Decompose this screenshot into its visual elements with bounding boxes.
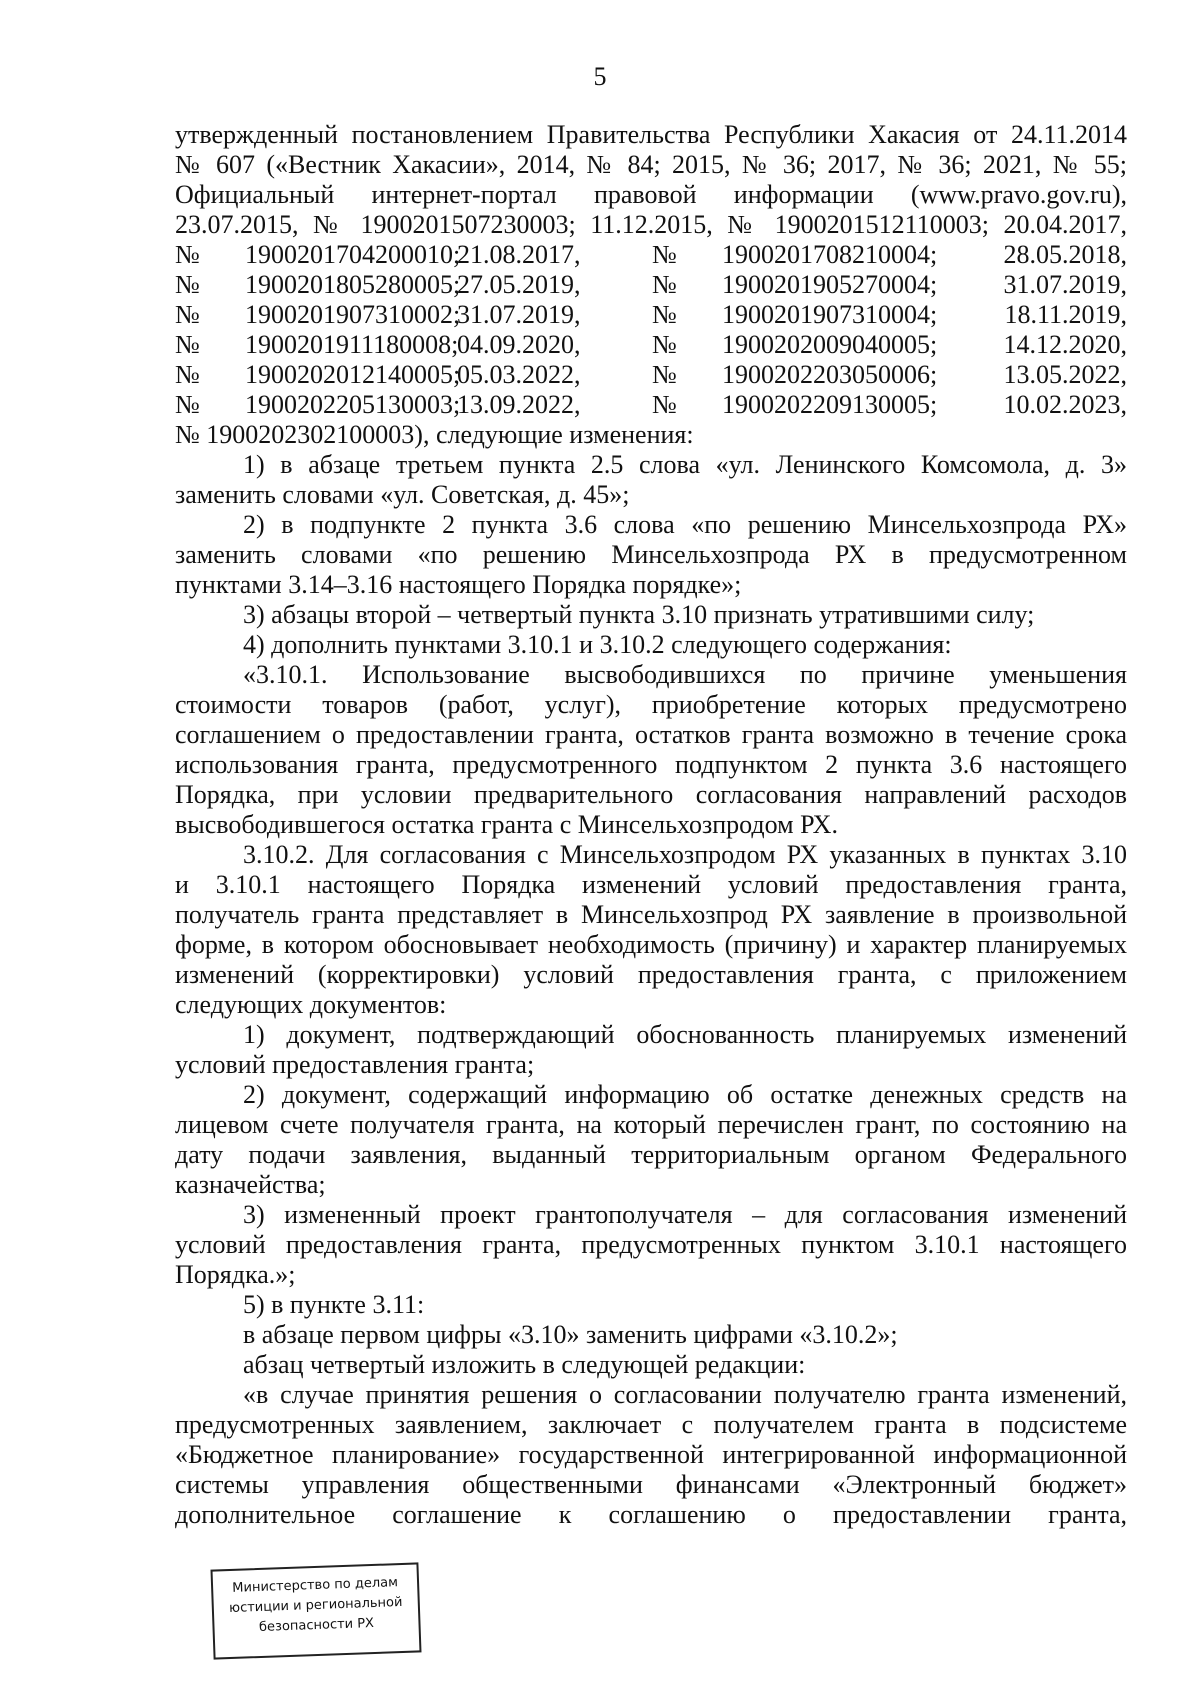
- publication-cell: №: [652, 300, 677, 329]
- text-line: 3) измененный проект грантополучателя – для согласования изменений: [243, 1200, 1127, 1229]
- publication-cell: 31.07.2019,: [1003, 270, 1127, 299]
- amendments-text: [175, 420, 1127, 1530]
- text-line: условий предоставления гранта, предусмотренных пунктом 3.10.1 настоящего: [175, 1230, 1127, 1259]
- publication-cell: 21.08.2017,: [457, 240, 581, 269]
- publication-cell: 1900202209130005;: [722, 390, 938, 419]
- publication-table: [175, 240, 1127, 420]
- publication-cell: №: [175, 300, 200, 329]
- publication-row: [175, 360, 1127, 390]
- text-line: соглашением о предоставлении гранта, остатков гранта возможно в течение срока: [175, 720, 1127, 749]
- text-line: Порядка.»;: [175, 1260, 296, 1289]
- text-line: заменить словами «по решению Минсельхозпрода РХ в предусмотренном: [175, 540, 1127, 569]
- text-line: высвободившегося остатка гранта с Минсельхозпродом РХ.: [175, 810, 838, 839]
- text-line: предусмотренных заявлением, заключает с получателем гранта в подсистеме: [175, 1410, 1127, 1439]
- publication-cell: №: [652, 330, 677, 359]
- publication-cell: №: [175, 390, 200, 419]
- publication-cell: 1900202012140005;: [245, 360, 461, 389]
- publication-row: [175, 270, 1127, 300]
- stamp-line: безопасности РХ: [258, 1615, 375, 1635]
- text-line: «Бюджетное планирование» государственной интегрированной информационной: [175, 1440, 1127, 1469]
- text-line: пунктами 3.14–3.16 настоящего Порядка порядке»;: [175, 570, 742, 599]
- text-line: «в случае принятия решения о согласовании получателю гранта изменений,: [243, 1380, 1127, 1409]
- publication-cell: 1900202009040005;: [722, 330, 938, 359]
- intro-line: № 607 («Вестник Хакасии», 2014, № 84; 2015, № 36; 2017, № 36; 2021, № 55;: [175, 150, 1127, 179]
- publication-cell: №: [175, 240, 200, 269]
- publication-cell: 14.12.2020,: [1003, 330, 1127, 359]
- text-line: Порядка, при условии предварительного согласования направлений расходов: [175, 780, 1127, 809]
- publication-cell: 28.05.2018,: [1003, 240, 1127, 269]
- publication-cell: 1900202203050006;: [722, 360, 938, 389]
- publication-cell: №: [652, 390, 677, 419]
- publication-cell: 13.09.2022,: [457, 390, 581, 419]
- publication-cell: 27.05.2019,: [457, 270, 581, 299]
- text-line: 2) документ, содержащий информацию об остатке денежных средств на: [243, 1080, 1127, 1109]
- stamp-line: Министерство по делам: [232, 1575, 399, 1596]
- page-number: 5: [593, 62, 607, 91]
- registration-stamp: [210, 1562, 421, 1659]
- text-line: 1) документ, подтверждающий обоснованность планируемых изменений: [243, 1020, 1127, 1049]
- intro-line: Официальный интернет-портал правовой информации (www.pravo.gov.ru),: [175, 180, 1127, 209]
- publication-cell: №: [175, 330, 200, 359]
- publication-cell: №: [175, 360, 200, 389]
- intro-block: [175, 120, 1127, 240]
- text-line: использования гранта, предусмотренного подпунктом 2 пункта 3.6 настоящего: [175, 750, 1127, 779]
- text-line: абзац четвертый изложить в следующей редакции:: [243, 1350, 806, 1379]
- text-line: «3.10.1. Использование высвободившихся по причине уменьшения: [243, 660, 1127, 689]
- text-line: дату подачи заявления, выданный территориальным органом Федерального: [175, 1140, 1127, 1169]
- document-body: [175, 120, 1127, 1530]
- publication-cell: 1900201805280005;: [245, 270, 461, 299]
- publication-cell: 1900201905270004;: [722, 270, 938, 299]
- text-line: условий предоставления гранта;: [175, 1050, 535, 1079]
- text-line: заменить словами «ул. Советская, д. 45»;: [175, 480, 630, 509]
- publication-cell: №: [652, 270, 677, 299]
- text-line: системы управления общественными финансами «Электронный бюджет»: [175, 1470, 1127, 1499]
- text-line: 3.10.2. Для согласования с Минсельхозпродом РХ указанных в пунктах 3.10: [243, 840, 1127, 869]
- text-line: 2) в подпункте 2 пункта 3.6 слова «по решению Минсельхозпрода РХ»: [243, 510, 1127, 539]
- publication-cell: №: [175, 270, 200, 299]
- text-line: 1) в абзаце третьем пункта 2.5 слова «ул. Ленинского Комсомола, д. 3»: [243, 450, 1127, 479]
- text-line: изменений (корректировки) условий предоставления гранта, с приложением: [175, 960, 1127, 989]
- text-line: 5) в пункте 3.11:: [243, 1290, 425, 1319]
- text-line: и 3.10.1 настоящего Порядка изменений условий предоставления гранта,: [175, 870, 1127, 899]
- publication-cell: №: [652, 360, 677, 389]
- publication-cell: 1900201911180008;: [245, 330, 459, 359]
- text-line: дополнительное соглашение к соглашению о предоставлении гранта,: [175, 1500, 1127, 1529]
- publication-cell: 1900201907310004;: [722, 300, 938, 329]
- publication-cell: 1900201907310002;: [245, 300, 461, 329]
- intro-line: 23.07.2015, № 1900201507230003; 11.12.2015, № 1900201512110003; 20.04.2017,: [175, 210, 1127, 239]
- text-line: получатель гранта представляет в Минсельхозпрод РХ заявление в произвольной: [175, 900, 1127, 929]
- publication-cell: №: [652, 240, 677, 269]
- text-line: в абзаце первом цифры «3.10» заменить цифрами «3.10.2»;: [243, 1320, 898, 1349]
- publication-cell: 1900202205130003;: [245, 390, 461, 419]
- publication-row: [175, 330, 1127, 360]
- publication-cell: 13.05.2022,: [1003, 360, 1127, 389]
- text-line: следующих документов:: [175, 990, 447, 1019]
- text-line: форме, в котором обосновывает необходимость (причину) и характер планируемых: [175, 930, 1127, 959]
- text-line: казначейства;: [175, 1170, 326, 1199]
- text-line: 3) абзацы второй – четвертый пункта 3.10 признать утратившими силу;: [243, 600, 1035, 629]
- text-line: № 1900202302100003), следующие изменения:: [175, 420, 694, 449]
- publication-cell: 31.07.2019,: [457, 300, 581, 329]
- publication-cell: 18.11.2019,: [1004, 300, 1127, 329]
- publication-row: [175, 240, 1127, 270]
- publication-row: [175, 300, 1127, 330]
- intro-line: утвержденный постановлением Правительства Республики Хакасия от 24.11.2014: [175, 120, 1127, 149]
- text-line: стоимости товаров (работ, услуг), приобретение которых предусмотрено: [175, 690, 1127, 719]
- text-line: 4) дополнить пунктами 3.10.1 и 3.10.2 следующего содержания:: [243, 630, 952, 659]
- publication-row: [175, 390, 1127, 420]
- stamp-line: юстиции и региональной: [228, 1594, 403, 1617]
- publication-cell: 10.02.2023,: [1003, 390, 1127, 419]
- publication-cell: 1900201708210004;: [722, 240, 938, 269]
- publication-cell: 04.09.2020,: [457, 330, 581, 359]
- publication-cell: 1900201704200010;: [245, 240, 461, 269]
- text-line: лицевом счете получателя гранта, на который перечислен грант, по состоянию на: [175, 1110, 1127, 1139]
- publication-cell: 05.03.2022,: [457, 360, 581, 389]
